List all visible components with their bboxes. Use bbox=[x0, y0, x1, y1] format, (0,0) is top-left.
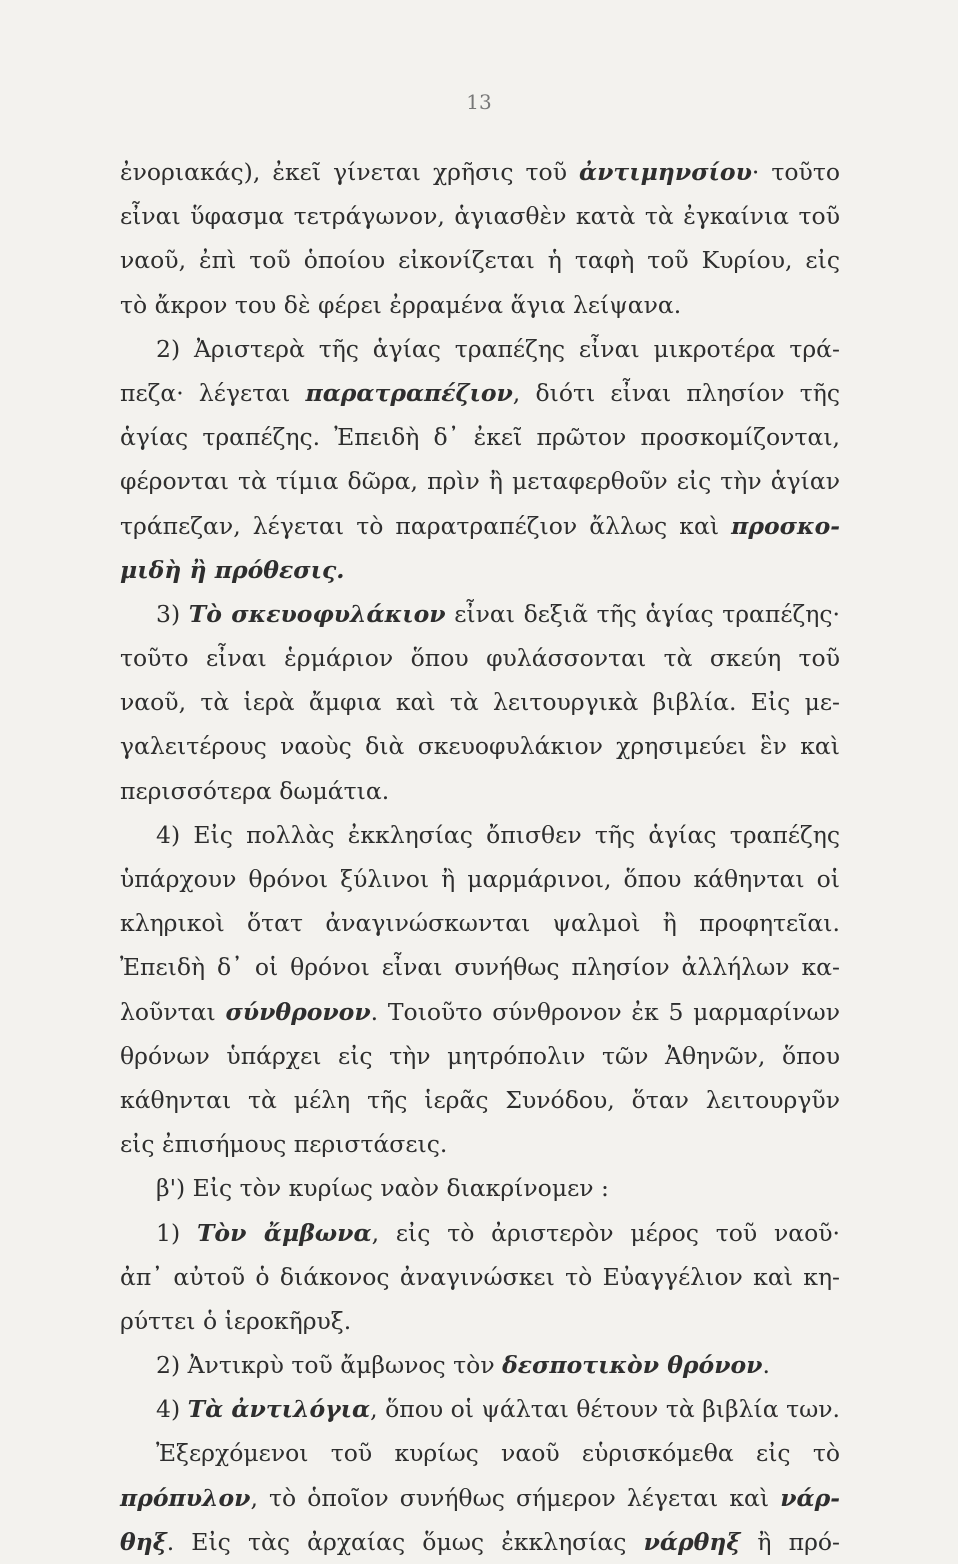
text-span: . bbox=[762, 1351, 770, 1380]
text-span: ναοῦ, τὰ ἱερὰ ἄμφια καὶ τὰ λειτουργικὰ βιβλία. Εἰς με- bbox=[120, 688, 840, 717]
text-line bbox=[120, 1387, 840, 1431]
emphasized-term: προσκο- bbox=[731, 511, 840, 540]
text-line bbox=[120, 1343, 840, 1387]
text-span: Ἐξερχόμενοι τοῦ κυρίως ναοῦ εὑρισκόμεθα εἰς τὸ bbox=[156, 1439, 840, 1468]
text-line bbox=[120, 769, 840, 813]
text-line bbox=[120, 1034, 840, 1078]
text-span: 1) bbox=[156, 1218, 197, 1247]
text-line bbox=[120, 1299, 840, 1343]
text-span: φέρονται τὰ τίμια δῶρα, πρὶν ἢ μεταφερθοῦν εἰς τὴν ἁγίαν bbox=[120, 467, 840, 496]
text-line bbox=[120, 990, 840, 1034]
text-span: ἐνοριακάς), ἐκεῖ γίνεται χρῆσις τοῦ bbox=[120, 158, 580, 186]
text-span: β') Εἰς τὸν κυρίως ναὸν διακρίνομεν : bbox=[156, 1174, 609, 1203]
text-line bbox=[120, 150, 840, 194]
emphasized-term: νάρ- bbox=[780, 1483, 840, 1512]
text-line bbox=[120, 1078, 840, 1122]
text-span: , εἰς τὸ ἀριστερὸν μέρος τοῦ ναοῦ· bbox=[371, 1218, 841, 1247]
text-span: ἀπ᾽ αὐτοῦ ὁ διάκονος ἀναγινώσκει τὸ Εὐαγγέλιον καὶ κη- bbox=[120, 1262, 840, 1291]
text-span: κληρικοὶ ὅτατ ἀναγινώσκωνται ψαλμοὶ ἢ προφητεῖαι. bbox=[120, 909, 840, 938]
text-span: ἁγίας τραπέζης. Ἐπειδὴ δ᾽ ἐκεῖ πρῶτον προσκομίζονται, bbox=[120, 423, 840, 452]
emphasized-term: παρατραπέζιον bbox=[305, 378, 513, 407]
text-line bbox=[120, 680, 840, 724]
text-span: , ὅπου οἱ ψάλται θέτουν τὰ βιβλία των. bbox=[370, 1395, 841, 1424]
text-span: ὑπάρχουν θρόνοι ξύλινοι ἢ μαρμάρινοι, ὅπου κάθηνται οἱ bbox=[120, 865, 840, 893]
text-line bbox=[120, 1476, 840, 1520]
text-span: . Τοιοῦτο σύνθρονον ἐκ 5 μαρμαρίνων bbox=[370, 997, 841, 1026]
text-span: 3) bbox=[156, 599, 189, 628]
emphasized-term: θηξ bbox=[120, 1527, 167, 1556]
text-line bbox=[120, 415, 840, 459]
emphasized-term: Τὸ σκευοφυλάκιον bbox=[188, 599, 446, 628]
text-span: 2) Ἀντικρὺ τοῦ ἄμβωνος τὸν bbox=[156, 1351, 503, 1380]
text-line bbox=[120, 724, 840, 768]
text-line bbox=[120, 548, 840, 592]
text-span: κάθηνται τὰ μέλη τῆς ἱερᾶς Συνόδου, ὅταν λειτουργῦν bbox=[120, 1085, 840, 1114]
text-span: 4) Εἰς πολλὰς ἐκκλησίας ὄπισθεν τῆς ἁγίας τραπέζης bbox=[156, 820, 840, 849]
text-line bbox=[120, 327, 840, 371]
text-span: θρόνων ὑπάρχει εἰς τὴν μητρόπολιν τῶν Ἀθηνῶν, ὅπου bbox=[120, 1041, 840, 1070]
text-span: , τὸ ὁποῖον συνήθως σήμερον λέγεται καὶ bbox=[250, 1483, 781, 1512]
text-line bbox=[120, 1122, 840, 1166]
text-line bbox=[120, 504, 840, 548]
page-number: 13 bbox=[466, 90, 492, 114]
text-line bbox=[120, 592, 840, 636]
text-span: Ἐπειδὴ δ᾽ οἱ θρόνοι εἶναι συνήθως πλησίον ἀλλήλων κα- bbox=[120, 953, 840, 982]
text-line bbox=[120, 238, 840, 282]
text-span: τοῦτο εἶναι ἑρμάριον ὅπου φυλάσσονται τὰ σκεύη τοῦ bbox=[120, 644, 840, 673]
text-span: εἶναι ὕφασμα τετράγωνον, ἁγιασθὲν κατὰ τὰ ἐγκαίνια τοῦ bbox=[120, 202, 840, 231]
emphasized-term: νάρθηξ bbox=[643, 1527, 741, 1556]
text-span: περισσότερα δωμάτια. bbox=[120, 776, 390, 805]
emphasized-term: Τὰ ἀντιλόγια bbox=[187, 1395, 371, 1424]
text-line bbox=[120, 1520, 840, 1564]
text-span: 4) bbox=[156, 1395, 188, 1424]
text-span: τράπεζαν, λέγεται τὸ παρατραπέζιον ἄλλως καὶ bbox=[120, 511, 732, 540]
body-text bbox=[120, 150, 840, 1564]
text-line bbox=[120, 194, 840, 238]
text-line bbox=[120, 283, 840, 327]
text-span: , διότι εἶναι πλησίον τῆς bbox=[512, 378, 840, 407]
text-line bbox=[120, 945, 840, 989]
text-span: λοῦνται bbox=[120, 997, 226, 1026]
emphasized-term: μιδὴ ἢ πρόθεσις. bbox=[120, 555, 345, 584]
text-span: 2) Ἀριστερὰ τῆς ἁγίας τραπέζης εἶναι μικροτέρα τρά- bbox=[156, 334, 840, 363]
text-line bbox=[120, 1211, 840, 1255]
text-line bbox=[120, 813, 840, 857]
text-line bbox=[120, 459, 840, 503]
text-span: ρύττει ὁ ἱεροκῆρυξ. bbox=[120, 1306, 352, 1335]
text-span: τὸ ἄκρον του δὲ φέρει ἐρραμένα ἅγια λείψανα. bbox=[120, 290, 682, 319]
text-span: ναοῦ, ἐπὶ τοῦ ὁποίου εἰκονίζεται ἡ ταφὴ τοῦ Κυρίου, εἰς bbox=[120, 246, 840, 275]
emphasized-term: πρόπυλον bbox=[120, 1483, 251, 1512]
emphasized-term: ἀντιμηνσίου bbox=[579, 158, 752, 186]
text-line bbox=[120, 636, 840, 680]
emphasized-term: σύνθρονον bbox=[225, 997, 371, 1026]
text-line bbox=[120, 1431, 840, 1475]
text-span: γαλειτέρους ναοὺς διὰ σκευοφυλάκιον χρησιμεύει ἓν καὶ bbox=[120, 732, 840, 761]
text-span: πεζα· λέγεται bbox=[120, 378, 306, 407]
emphasized-term: δεσποτικὸν θρόνον bbox=[502, 1351, 763, 1380]
text-line bbox=[120, 901, 840, 945]
text-span: · τοῦτο bbox=[751, 158, 840, 186]
text-span: εἶναι δεξιᾶ τῆς ἁγίας τραπέζης· bbox=[445, 599, 840, 628]
text-line bbox=[120, 857, 840, 901]
text-span: εἰς ἐπισήμους περιστάσεις. bbox=[120, 1130, 448, 1159]
text-line bbox=[120, 371, 840, 415]
text-span: ἢ πρό- bbox=[740, 1527, 840, 1556]
text-line bbox=[120, 1255, 840, 1299]
text-line bbox=[120, 1166, 840, 1210]
emphasized-term: Τὸν ἄμβωνα bbox=[196, 1218, 372, 1247]
text-span: . Εἰς τὰς ἀρχαίας ὅμως ἐκκλησίας bbox=[166, 1527, 644, 1556]
